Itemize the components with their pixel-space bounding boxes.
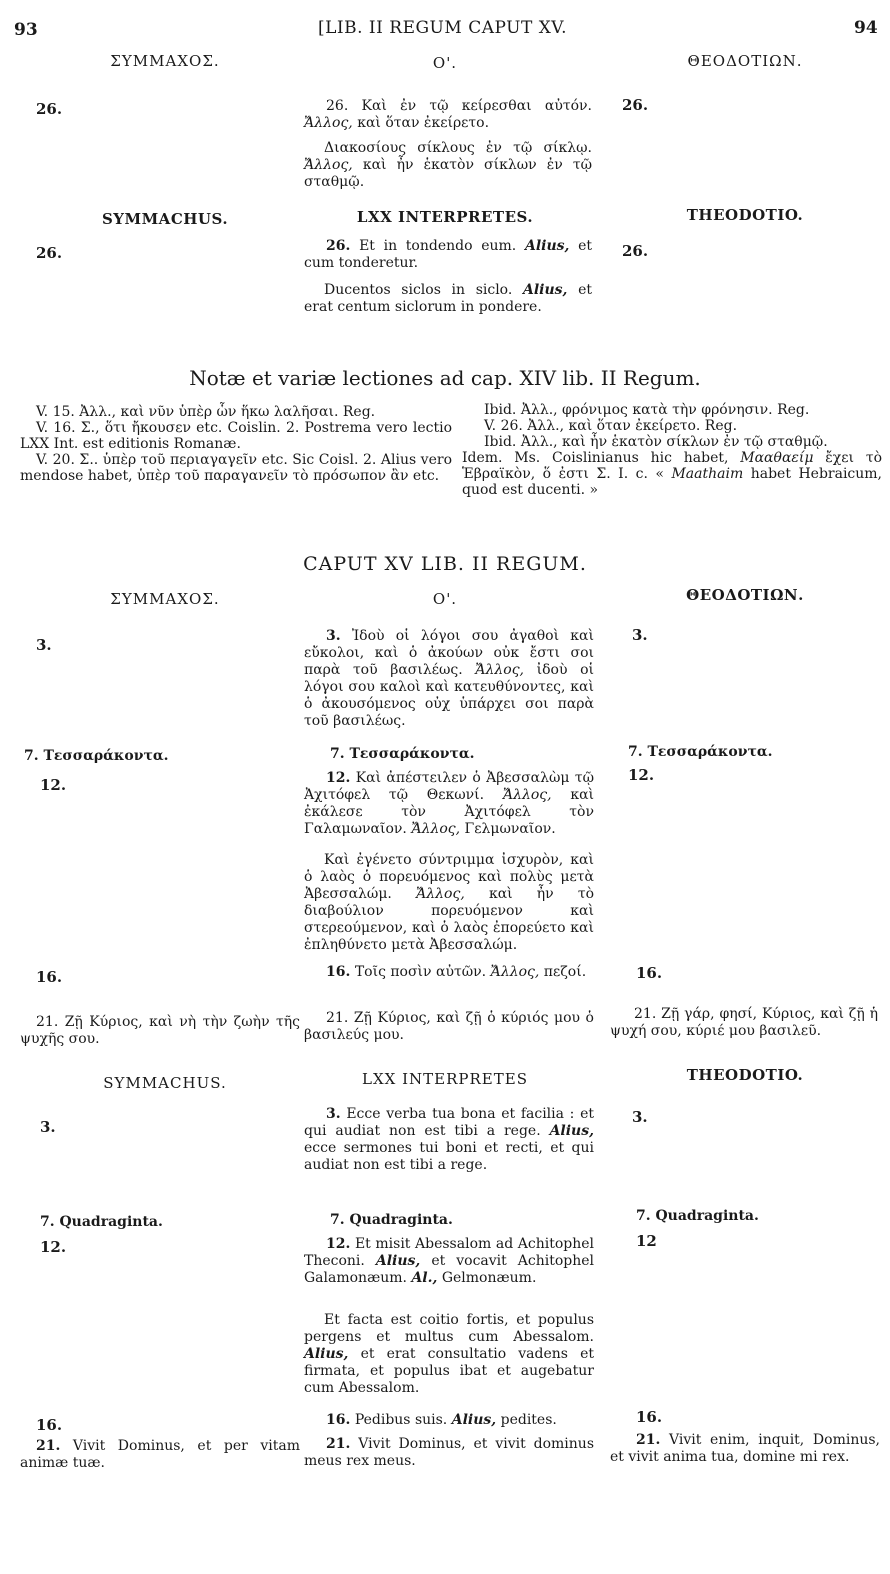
greek-theo-verse-26: 26. xyxy=(622,96,649,114)
caput-greek-lxx-7: 7. Τεσσαράκοντα. xyxy=(330,746,475,762)
caput-greek-theo-7: 7. Τεσσαράκοντα. xyxy=(628,744,773,760)
caput-greek-sym-12: 12. xyxy=(40,776,67,794)
verse-number: 3. xyxy=(326,628,341,644)
latin-head-symmachus: SYMMACHUS. xyxy=(101,210,229,228)
verse-text: Καὶ ἐν τῷ κείρεσθαι αὐτόν. xyxy=(361,98,592,114)
alios-marker: Ἄλλος, xyxy=(411,821,461,837)
caput-title: CAPUT XV LIB. II REGUM. xyxy=(303,553,587,575)
alius-marker: Alius, xyxy=(524,238,570,254)
verse-number: 16. xyxy=(326,964,351,980)
latin-theo-verse-26: 26. xyxy=(622,242,649,260)
caput-latin-lxx-12-a xyxy=(304,1236,594,1287)
caput-latin-lxx-3 xyxy=(304,1106,594,1174)
caput-greek-head-symmachus: ΣΥΜΜΑΧΟΣ. xyxy=(110,590,220,608)
latin-lxx-verse-26-a xyxy=(304,238,592,272)
caput-greek-theo-3: 3. xyxy=(632,626,648,644)
caput-greek-lxx-3 xyxy=(304,628,594,730)
verse-text: Vivit enim, inquit, Dominus, et vivit anima tua, domine mi rex. xyxy=(610,1432,880,1465)
verse-number: 26. xyxy=(326,238,351,254)
verse-text: Ἰδοὺ οἱ λόγοι σου ἀγαθοὶ καὶ εὔκολοι, καὶ ὁ ἀκούων οὐκ ἔστι σοι παρὰ τοῦ βασιλέως. xyxy=(304,628,594,678)
verse-number: 12. xyxy=(326,770,351,786)
notes-right-column xyxy=(462,402,882,498)
caput-latin-theo-16: 16. xyxy=(636,1408,663,1426)
page-number-left: 93 xyxy=(14,20,38,40)
alios-marker: Ἄλλος, xyxy=(304,157,353,173)
notes-left-column xyxy=(20,404,452,484)
page-number-right: 94 xyxy=(854,18,878,38)
caput-greek-sym-16: 16. xyxy=(36,968,63,986)
variant-text: Gelmonæum. xyxy=(441,1270,537,1286)
note-entry: Ibid. Ἀλλ., φρόνιμος κατὰ τὴν φρόνησιν. Reg. xyxy=(484,402,810,418)
greek-head-lxx: Ο'. xyxy=(432,54,458,72)
variant-text: καὶ ἦν ἑκατὸν σίκλων ἐν τῷ σταθμῷ. xyxy=(304,157,592,190)
verse-number: 21. xyxy=(326,1436,351,1452)
caput-latin-head-symmachus: SYMMACHUS. xyxy=(103,1074,227,1092)
caput-latin-lxx-12-b xyxy=(304,1312,594,1397)
note-entry: V. 16. Σ., ὅτι ἤκουσεν etc. Coislin. 2. Postrema vero lectio LXX Int. est editionis Romanæ. xyxy=(20,420,452,452)
caput-latin-theo-12: 12 xyxy=(636,1232,657,1250)
note-entry: V. 26. Ἀλλ., καὶ ὅταν ἐκείρετο. Reg. xyxy=(484,418,738,434)
variant-text: et erat consultatio vadens et firmata, et populus ibat et augebatur cum Abessalom. xyxy=(304,1346,594,1396)
caput-greek-theo-21: 21. Ζῇ γάρ, φησί, Κύριος, καὶ ζῇ ἡ ψυχή σου, κύριέ μου βασιλεῦ. xyxy=(610,1006,878,1039)
note-text: ἔχει τὸ Ἑβραϊκὸν, ὅ ἐστι Σ. Ι. c. « xyxy=(462,450,882,482)
note-entry: Ibid. Ἀλλ., καὶ ἦν ἑκατὸν σίκλων ἐν τῷ σταθμῷ. xyxy=(484,434,828,450)
note-entry: V. 15. Ἀλλ., καὶ νῦν ὑπὲρ ὧν ἥκω λαλῆσαι. Reg. xyxy=(36,404,376,420)
verse-text: Ecce verba tua bona et facilia : et qui audiat non est tibi a rege. xyxy=(304,1106,595,1139)
latin-sym-verse-26: 26. xyxy=(36,244,63,262)
caput-latin-theo-7: 7. Quadraginta. xyxy=(636,1208,759,1224)
greek-head-theodotion: ΘΕΟΔΟΤΙΩΝ. xyxy=(687,52,803,70)
alius-marker: Alius, xyxy=(451,1412,497,1428)
alius-marker: Alius, xyxy=(522,282,568,298)
caput-latin-theo-21 xyxy=(610,1432,880,1466)
caput-greek-sym-7: 7. Τεσσαράκοντα. xyxy=(24,748,169,764)
running-title: [LIB. II REGUM CAPUT XV. xyxy=(318,18,568,38)
note-text: Idem. Ms. Coislinianus hic habet, xyxy=(462,450,729,466)
alios-marker: Ἄλλος, xyxy=(416,886,465,902)
caput-greek-theo-16: 16. xyxy=(636,964,663,982)
caput-greek-head-lxx: Ο'. xyxy=(432,590,458,608)
alios-marker: Ἄλλος, xyxy=(304,115,353,131)
latin-head-lxx: LXX INTERPRETES. xyxy=(356,208,534,226)
verse-text: Τοῖς ποσὶν αὐτῶν. xyxy=(354,964,487,980)
caput-latin-head-lxx: LXX INTERPRETES xyxy=(362,1070,528,1088)
caput-latin-sym-3: 3. xyxy=(40,1118,56,1136)
variant-text: et vocavit Achitophel Galamonæum. xyxy=(304,1253,595,1286)
notes-title: Notæ et variæ lectiones ad cap. XIV lib. II Regum. xyxy=(189,366,701,390)
caput-greek-lxx-12-b xyxy=(304,852,594,954)
caput-latin-theo-3: 3. xyxy=(632,1108,648,1126)
verse-number: 21. xyxy=(36,1438,61,1454)
verse-text: Et in tondendo eum. xyxy=(359,238,517,254)
verse-text: Et facta est coitio fortis, et populus pergens et multus cum Abessalom. xyxy=(304,1312,594,1345)
greek-lxx-verse-26-a xyxy=(304,98,592,132)
note-entry xyxy=(462,450,882,498)
caput-greek-lxx-16 xyxy=(304,964,594,981)
variant-text: pedites. xyxy=(500,1412,557,1428)
alios-marker: Ἄλλος, xyxy=(502,787,552,803)
variant-text: ecce sermones tui boni et recti, et qui audiat non est tibi a rege. xyxy=(304,1140,594,1173)
alius-marker: Alius, xyxy=(549,1123,594,1139)
verse-text: Vivit Dominus, et per vitam animæ tuæ. xyxy=(20,1438,300,1471)
greek-lxx-verse-26-b xyxy=(304,140,592,191)
caput-latin-sym-7: 7. Quadraginta. xyxy=(40,1214,163,1230)
alios-marker: Ἄλλος, xyxy=(490,964,540,980)
alios-marker: Ἄλλος, xyxy=(475,662,525,678)
variant-text: ἰδοὺ οἱ λόγοι σου καλοὶ καὶ κατευθύνοντες, καὶ ὁ ἀκουσόμενος οὐχ ὑπάρχει σοι παρὰ τοῦ βασιλέως. xyxy=(304,662,595,729)
latin-head-theodotion: THEODOTIO. xyxy=(686,206,804,224)
caput-greek-theo-12: 12. xyxy=(628,766,655,784)
greek-head-symmachus: ΣΥΜΜΑΧΟΣ. xyxy=(110,52,220,70)
variant-text: et cum tonderetur. xyxy=(304,238,593,271)
verse-number: 12. xyxy=(326,1236,351,1252)
note-text: habet Hebraicum, quod est ducenti. » xyxy=(462,466,883,498)
verse-text: Καὶ ἐγένετο σύντριμμα ἰσχυρὸν, καὶ ὁ λαὸς ὁ πορευόμενος καὶ πολὺς μετὰ Ἀβεσσαλώμ. xyxy=(304,852,594,902)
verse-text: Διακοσίους σίκλους ἐν τῷ σίκλῳ. xyxy=(324,140,592,156)
variant-text: Γελμωναῖον. xyxy=(464,821,556,837)
caput-latin-sym-12: 12. xyxy=(40,1238,67,1256)
verse-number: 3. xyxy=(326,1106,341,1122)
verse-number: 26. xyxy=(326,98,349,114)
note-text-italic: Maathaim xyxy=(671,466,744,482)
caput-latin-sym-21 xyxy=(20,1438,300,1472)
caput-latin-sym-16: 16. xyxy=(36,1416,63,1434)
variant-text: et erat centum siclorum in pondere. xyxy=(304,282,593,315)
variant-text: καὶ ἦν τὸ διαβούλιον πορευόμενον καὶ στερεούμενον, καὶ ὁ λαὸς ἐπορεύετο καὶ ἐπληθύνετο μετὰ Ἀβεσσαλώμ. xyxy=(304,886,595,953)
verse-text: Pedibus suis. xyxy=(354,1412,448,1428)
caput-greek-sym-3: 3. xyxy=(36,636,52,654)
verse-text: Ducentos siclos in siclo. xyxy=(324,282,513,298)
caput-latin-head-theodotion: THEODOTIO. xyxy=(686,1066,804,1084)
verse-text: Καὶ ἀπέστειλεν ὁ Ἀβεσσαλὼμ τῷ Ἀχιτόφελ τῷ Θεκωνί. xyxy=(304,770,595,803)
caput-latin-lxx-7: 7. Quadraginta. xyxy=(330,1212,453,1228)
note-text-italic: Μααθαείμ xyxy=(740,450,814,466)
verse-text: Et misit Abessalom ad Achitophel Theconi. xyxy=(304,1236,594,1269)
variant-text: καὶ ἐκάλεσε τὸν Ἀχιτόφελ τὸν Γαλαμωναῖον. xyxy=(304,787,595,837)
variant-text: πεζοί. xyxy=(543,964,587,980)
note-entry: V. 20. Σ.. ὑπὲρ τοῦ περιαγαγεῖν etc. Sic Coisl. 2. Alius vero mendose habet, ὑπὲρ τοῦ παραγανεῖν τὸ πρόσωπον ἂν etc. xyxy=(20,452,452,484)
latin-lxx-verse-26-b xyxy=(304,282,592,316)
variant-text: καὶ ὅταν ἐκείρετο. xyxy=(357,115,490,131)
caput-latin-lxx-16 xyxy=(304,1412,594,1429)
alius-marker: Alius, xyxy=(304,1346,349,1362)
verse-number: 21. xyxy=(636,1432,661,1448)
caput-greek-lxx-12-a xyxy=(304,770,594,838)
greek-sym-verse-26: 26. xyxy=(36,100,63,118)
caput-greek-lxx-21: 21. Ζῇ Κύριος, καὶ ζῇ ὁ κύριός μου ὁ βασιλεύς μου. xyxy=(304,1010,594,1043)
verse-text: Vivit Dominus, et vivit dominus meus rex meus. xyxy=(304,1436,595,1469)
al-marker: Al., xyxy=(411,1270,438,1286)
verse-number: 16. xyxy=(326,1412,351,1428)
caput-greek-head-theodotion: ΘΕΟΔΟΤΙΩΝ. xyxy=(686,586,804,604)
alius-marker: Alius, xyxy=(375,1253,421,1269)
caput-latin-lxx-21 xyxy=(304,1436,594,1470)
caput-greek-sym-21: 21. Ζῇ Κύριος, καὶ νὴ τὴν ζωὴν τῆς ψυχῆς σου. xyxy=(20,1014,300,1047)
